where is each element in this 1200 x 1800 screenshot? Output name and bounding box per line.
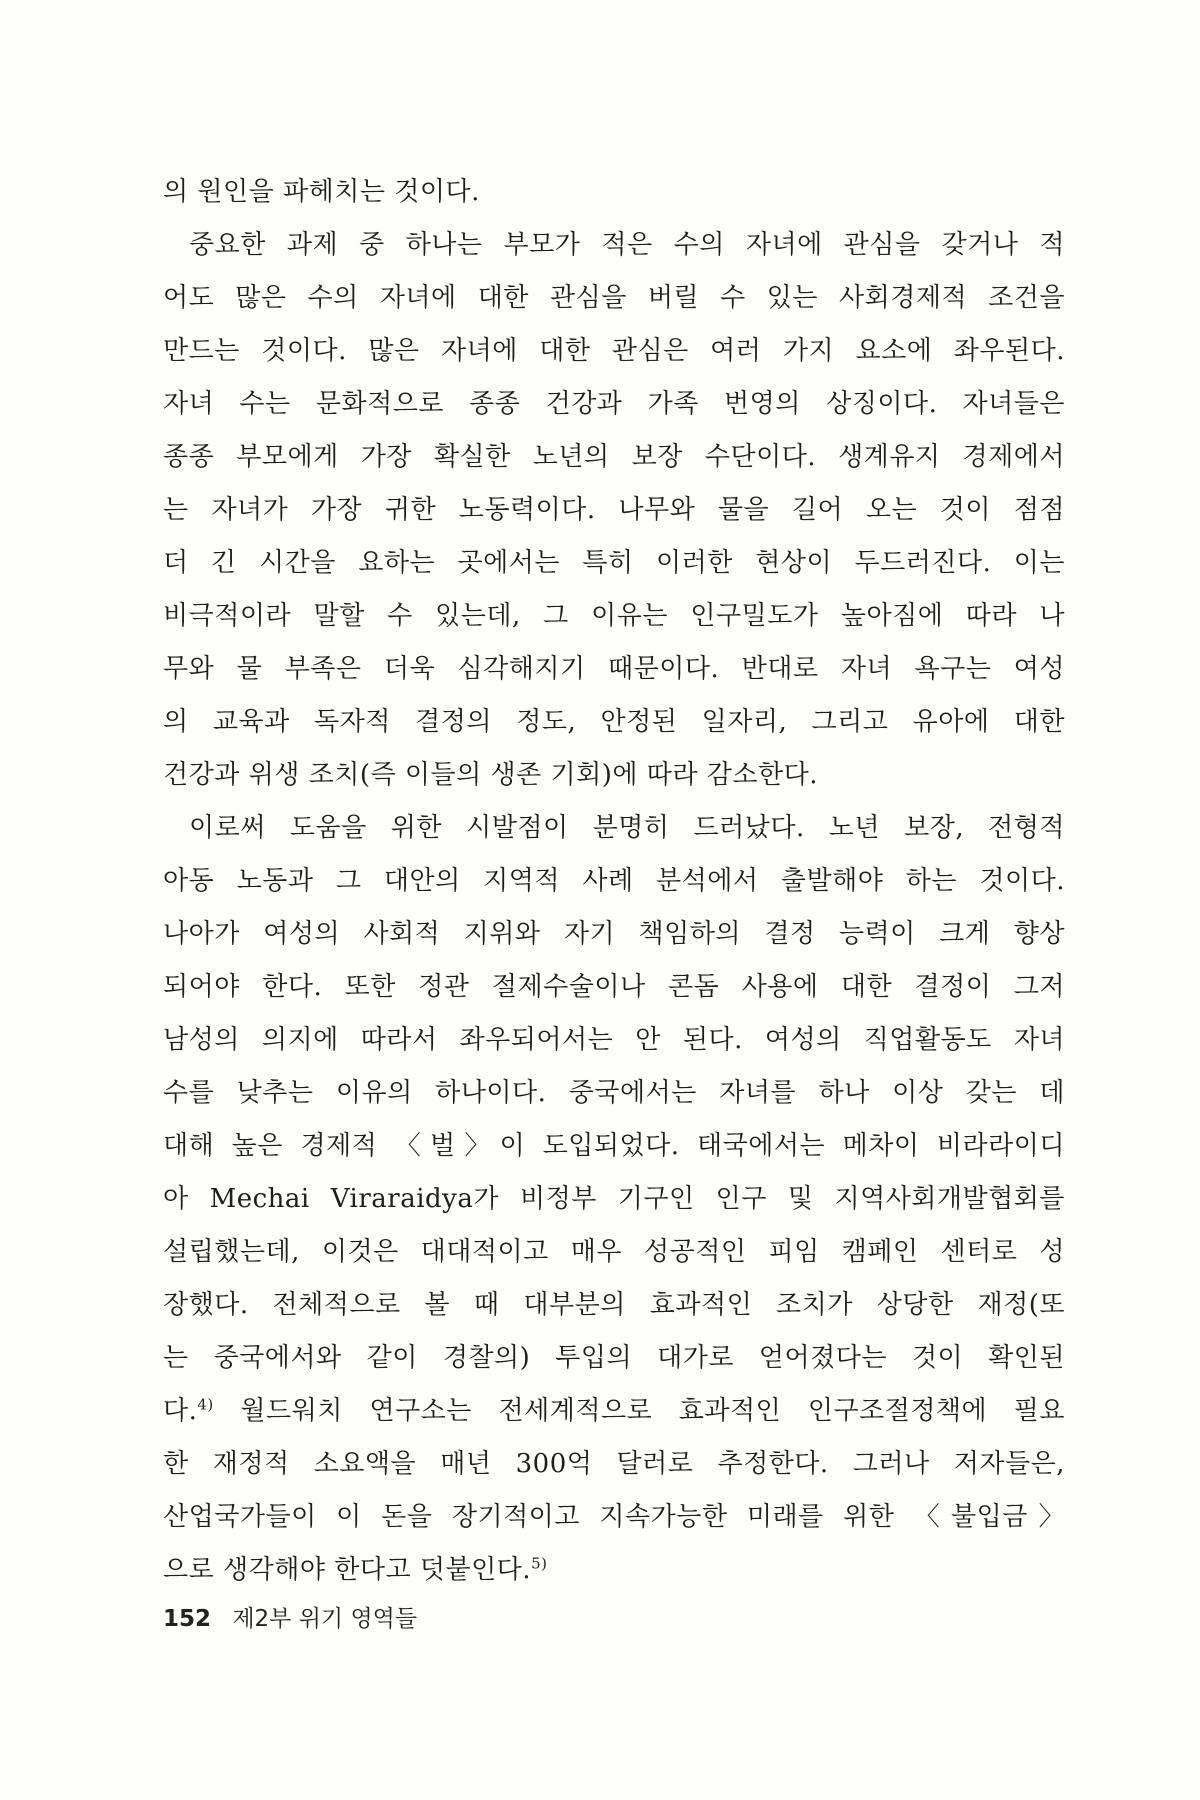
text-line [163, 590, 1065, 643]
line-text: 종종 부모에게 가장 확실한 노년의 보장 수단이다. 생계유지 경제에서 [163, 442, 1065, 472]
line-text: 나아가 여성의 사회적 지위와 자기 책임하의 결정 능력이 크게 향상 [163, 919, 1065, 949]
line-text: 의 교육과 독자적 결정의 정도, 안정된 일자리, 그리고 유아에 대한 [163, 707, 1065, 737]
line-text: 무와 물 부족은 더욱 심각해지기 때문이다. 반대로 자녀 욕구는 여성 [163, 654, 1065, 684]
text-line [163, 1491, 1065, 1544]
text-line [163, 1226, 1065, 1279]
line-text: 는 자녀가 가장 귀한 노동력이다. 나무와 물을 길어 오는 것이 점점 [163, 495, 1065, 525]
line-text: 대해 높은 경제적 〈벌〉이 도입되었다. 태국에서는 메차이 비라라이디 [163, 1131, 1065, 1161]
line-text: 산업국가들이 이 돈을 장기적이고 지속가능한 미래를 위한 〈불입금〉 [163, 1502, 1065, 1532]
text-line [163, 1438, 1065, 1491]
line-text: 한 재정적 소요액을 매년 300억 달러로 추정한다. 그러나 저자들은, [163, 1449, 1065, 1479]
line-text: 수를 낮추는 이유의 하나이다. 중국에서는 자녀를 하나 이상 갖는 데 [163, 1078, 1065, 1108]
text-line [163, 484, 1065, 537]
text-line [163, 1173, 1065, 1226]
line-text-continued: 월드워치 연구소는 전세계적으로 효과적인 인구조절정책에 필요 [213, 1396, 1065, 1426]
text-line [163, 749, 1065, 802]
text-line [163, 696, 1065, 749]
text-line [163, 855, 1065, 908]
text-line [163, 166, 1065, 219]
text-line [163, 961, 1065, 1014]
line-text: 아동 노동과 그 대안의 지역적 사례 분석에서 출발해야 하는 것이다. [163, 866, 1065, 896]
text-line [163, 1332, 1065, 1385]
text-line [163, 643, 1065, 696]
text-line [163, 431, 1065, 484]
line-text: 만드는 것이다. 많은 자녀에 대한 관심은 여러 가지 요소에 좌우된다. [163, 336, 1065, 366]
text-line [163, 1014, 1065, 1067]
text-line [163, 908, 1065, 961]
line-text: 의 원인을 파헤치는 것이다. [163, 177, 480, 207]
line-text: 건강과 위생 조치(즉 이들의 생존 기회)에 따라 감소한다. [163, 760, 818, 790]
line-text: 중요한 과제 중 하나는 부모가 적은 수의 자녀에 관심을 갖거나 적 [189, 230, 1065, 260]
line-text: 으로 생각해야 한다고 덧붙인다. [163, 1555, 532, 1585]
line-text: 더 긴 시간을 요하는 곳에서는 특히 이러한 현상이 두드러진다. 이는 [163, 548, 1065, 578]
line-text: 남성의 의지에 따라서 좌우되어서는 안 된다. 여성의 직업활동도 자녀 [163, 1025, 1065, 1055]
footnote-marker: 4) [197, 1395, 214, 1414]
text-line [163, 325, 1065, 378]
text-line [163, 378, 1065, 431]
text-line [163, 219, 1065, 272]
line-text: 어도 많은 수의 자녀에 대한 관심을 버릴 수 있는 사회경제적 조건을 [163, 283, 1065, 313]
text-line [163, 272, 1065, 325]
text-line [163, 1544, 1065, 1597]
text-line [163, 537, 1065, 590]
line-text: 되어야 한다. 또한 정관 절제수술이나 콘돔 사용에 대한 결정이 그저 [163, 972, 1065, 1002]
line-text: 비극적이라 말할 수 있는데, 그 이유는 인구밀도가 높아짐에 따라 나 [163, 601, 1065, 631]
line-text: 이로써 도움을 위한 시발점이 분명히 드러났다. 노년 보장, 전형적 [189, 813, 1065, 843]
text-line [163, 1120, 1065, 1173]
page-footer [163, 1600, 417, 1633]
text-line [163, 1279, 1065, 1332]
running-section-title: 제2부 위기 영역들 [232, 1606, 418, 1632]
line-text: 설립했는데, 이것은 대대적이고 매우 성공적인 피임 캠페인 센터로 성 [163, 1237, 1065, 1267]
line-text: 는 중국에서와 같이 경찰의) 투입의 대가로 얻어졌다는 것이 확인된 [163, 1343, 1065, 1373]
text-line [163, 802, 1065, 855]
page-number: 152 [163, 1606, 212, 1632]
text-line [163, 1067, 1065, 1120]
text-line [163, 1385, 1065, 1438]
footnote-marker: 5) [531, 1554, 548, 1573]
body-text [163, 166, 1065, 1597]
line-text: 자녀 수는 문화적으로 종종 건강과 가족 번영의 상징이다. 자녀들은 [163, 389, 1065, 419]
line-text: 장했다. 전체적으로 볼 때 대부분의 효과적인 조치가 상당한 재정(또 [163, 1290, 1065, 1320]
line-text: 다. [163, 1396, 198, 1426]
line-text: 아 Mechai Viraraidya가 비정부 기구인 인구 및 지역사회개발협회를 [163, 1184, 1065, 1214]
